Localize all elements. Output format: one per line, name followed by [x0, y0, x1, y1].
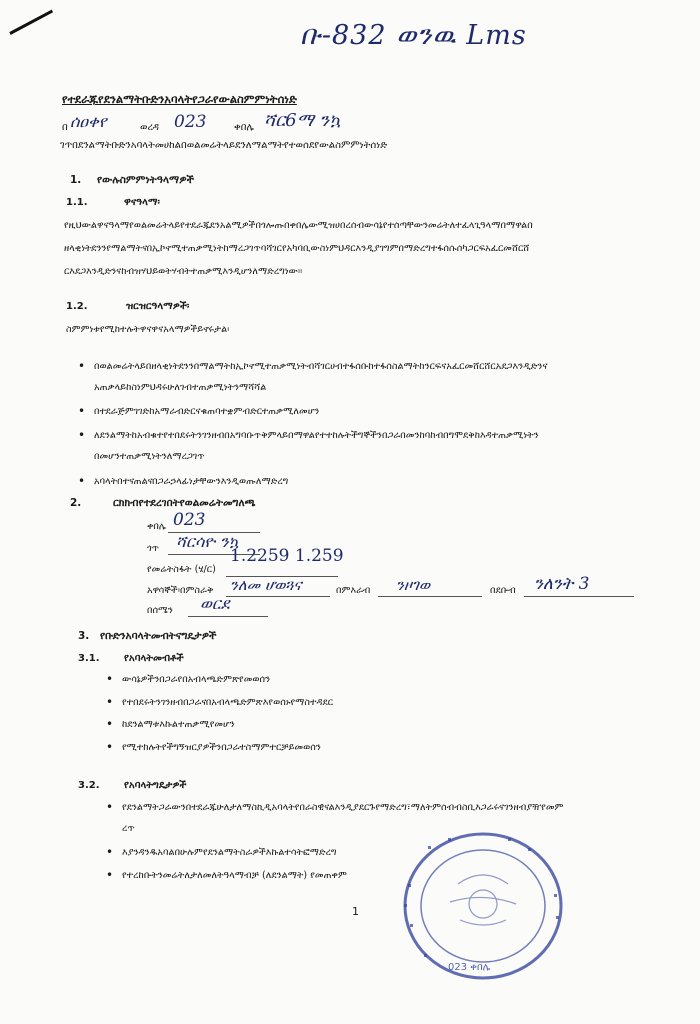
- right-bullet-1: • ውሳኔዎችንበጋራየበአብላጫድምጽየመወሰን: [122, 674, 270, 685]
- bound-west-label: በምእራብ: [336, 585, 371, 596]
- right-bullet-4: • የሚተከሉትየችግኝዝርያዎችንበጋራተስማምተርቻይመወሰን: [122, 742, 321, 753]
- location-label-b: ወረዳ: [140, 122, 159, 133]
- section-1-1-line-1: የዚህውልዋናዓላማየወልመሬትላይየተደራጁደንአልሚዎችበጎሎጡበቀበሌውሚዝሀበረሰብውሳኔየተሰጣቸውንመሬትለተፈላጊዓላማበማዋልበ: [64, 220, 533, 231]
- section-1-2-number: 1.2.: [66, 301, 88, 312]
- stamp-text: 023 ቀበሌ: [448, 962, 491, 973]
- right-bullet-3: • ከደንልማቱእኩልተጠቃሚየመሆን: [122, 719, 235, 730]
- official-stamp: [388, 824, 578, 984]
- field-area-label: የመሬትስፋት (ሄ/ር): [147, 564, 216, 575]
- location-line: [62, 110, 462, 136]
- location-label-a: በ: [62, 122, 68, 133]
- section-3-title: የቡድንአባላትመብትናግዴታዎች: [100, 630, 217, 642]
- corner-pen-mark: [9, 10, 53, 35]
- section-1-1-line-3: ርእደጋእንዲድንናከብዝሃህይወትሃብትተጠቃሚእንዲሆንለማድረግነው።: [64, 266, 303, 277]
- field-got-label: ጎጥ: [147, 543, 160, 554]
- handwritten-heading: ቡ-832 ወንዉ Lms: [300, 20, 527, 51]
- section-1-2-title: ዝርዝርዓላማዎች፡: [126, 301, 190, 312]
- bound-west-value: ንዞገወ: [396, 576, 431, 594]
- page-number: 1: [352, 905, 359, 918]
- section-1-1-number: 1.1.: [66, 197, 88, 208]
- objective-bullet-4: • አባላትበተናጠልናበጋራኃላፊነታቸውንእንዲወጡለማድረግ: [94, 476, 288, 487]
- objective-bullet-3: • ለደንልማትከአብቁተየተበደሩትንገንዘብበአግባቡጥቅምላይበማዋልየተተከሉትችግኞችንበጋራበመንከባከብበግሞደቅከእዳተጠቃሚነትን: [94, 430, 539, 441]
- bound-south-line: [524, 596, 634, 597]
- bound-north-line: [188, 616, 268, 617]
- field-kebele-label: ቀበሌ: [147, 521, 167, 532]
- bound-west-line: [378, 596, 482, 597]
- bound-east-value: ንለመ ሆወጓና: [230, 576, 302, 594]
- field-got-value: ሻርሳዮ ንኳ: [176, 532, 239, 551]
- section-1-2-intro: ስምምነቱየሚከተሉትዋናዋናአላማዎችይኖሩታል፡: [66, 324, 230, 335]
- objective-bullet-1-cont: አጠቃላይከስነምህዳሩሁለገብተጠቃሚነትንማሻሻል: [94, 382, 267, 393]
- bound-south-label: በደቡብ: [490, 585, 516, 596]
- section-3-2-number: 3.2.: [78, 780, 100, 791]
- location-value-b: 023: [174, 112, 207, 132]
- intro-line: ገጥበደንልማትቡድንአባላትመሀከልበወልመሬትላይደንለማልማትየተወሰደየውልስምምነትሰነድ: [60, 140, 388, 151]
- objective-bullet-3-cont: በመሆንተጠቃሚነትንለማረጋገጥ: [94, 451, 205, 462]
- bound-north-label: በሰሜን: [147, 605, 173, 616]
- section-2-title: ርክክብየተደረገበትየወልመሬትመግለጫ: [113, 497, 256, 509]
- section-1-1-line-2: ዘላቂነትደንንየማልማትናበኢኮኖሚተጠቃሚነትከማረጋገጥባሻገርየአካባቢውስነምህዳርእንዲያገግምበማድረግተፋሰሱሰካጋርፍአፈርመሸርሸ: [64, 243, 530, 254]
- location-value-a: ሰዐቀየ: [70, 112, 107, 131]
- section-1-title: የውሉስምምነትዓላማዎች: [97, 174, 194, 186]
- bound-east-label: አዋሳኞች፡በምስራቅ: [147, 585, 214, 596]
- section-3-1-title: የአባላትመብቶች: [124, 653, 184, 664]
- right-bullet-2: • የተበደሩትንገንዘብበጋራናበአብላጫድምጽእየወሰኑየማስተዳደር: [122, 697, 333, 708]
- location-label-c: ቀበሌ: [234, 122, 254, 133]
- section-2-number: 2.: [70, 497, 82, 509]
- field-kebele-value: 023: [173, 510, 206, 530]
- section-3-number: 3.: [78, 630, 90, 642]
- duty-bullet-2: • እያንዳንዱአባልበሁሉምየደንልማትስራዎችእኩልተሳትፎማድረግ: [122, 847, 337, 858]
- section-3-2-title: የአባላትግዴታዎች: [124, 780, 187, 791]
- location-value-c: ሻር6ማ ንኳ: [264, 110, 341, 131]
- duty-bullet-1-cont: ረጥ: [122, 823, 135, 834]
- duty-bullet-3: • የተረከቡትንመሬትለታለመለትዓላማብቻ (ለደንልማት) የመጠቀም: [122, 870, 347, 881]
- duty-bullet-1: • የደንልማትጋራውንበተደራጁሁለታለማስኪዲአባላትየበራስዊናልእንዲያደርጉየማድረግ፣ማለትምሰብብስቢእጋራሩናገንዘብያዥየመም: [122, 802, 563, 813]
- document-title: የተደራጁየደንልማትቡድንአባላትየጋራየውልስምምነትሰነድ: [62, 92, 297, 106]
- bound-north-value: ወርደ: [200, 594, 230, 613]
- objective-bullet-2: • በተደራጅምገገድከአማራብድርናቁጠባተቋምብድርተጠቃሚለመሆን: [94, 406, 319, 417]
- section-3-1-number: 3.1.: [78, 653, 100, 664]
- bound-east-line: [226, 596, 330, 597]
- field-area-value: 1.2259 1.259: [230, 546, 344, 566]
- objective-bullet-1: • በወልመሬትላይበዘላቂነትደንንበማልማትከኢኮኖሚተጠቃሚነትብሻገርሀብተፋሰቡከተፋሰስልማትከንርፍናአፈርመሸርሸርአደጋእንዲድንና: [94, 361, 548, 372]
- bound-south-value: ንለንት 3: [534, 574, 590, 594]
- section-1-number: 1.: [70, 174, 82, 186]
- section-1-1-title: ዋናዓላማ፡: [124, 197, 160, 208]
